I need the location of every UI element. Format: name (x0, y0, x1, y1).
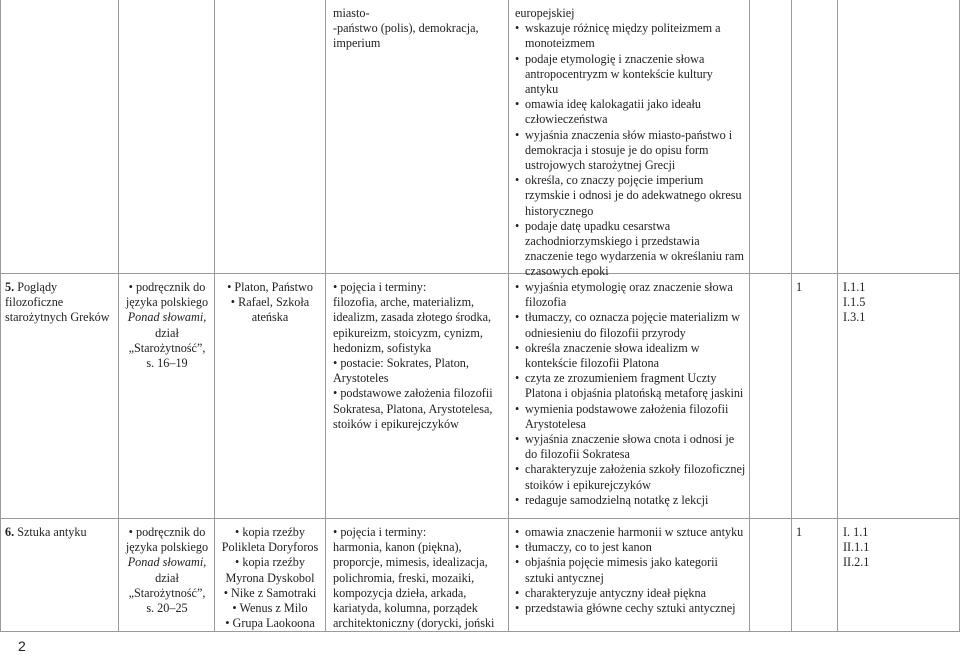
list-item: • przedstawia główne cechy sztuki antycznej (515, 601, 736, 616)
lesson-title-cell (5, 280, 116, 326)
list-item: • wyjaśnia znaczenie słowa cnota i odnosi je do filozofii Sokratesa (515, 432, 735, 462)
list-item: • Grupa Laokoona (225, 616, 315, 631)
table-border (118, 0, 119, 632)
list-item: • Platon, Państwo (227, 280, 313, 294)
materials-cell: • podręcznik do języka polskiego Ponad słowami, dział „Starożytność”, s. 16‒19 (125, 280, 209, 371)
objectives-cell (515, 525, 747, 616)
list-item: • wskazuje różnicę między politeizmem a monoteizmem (515, 21, 721, 51)
table-border (214, 0, 215, 632)
refs-cell: I.1.1 I.1.5 I.3.1 (843, 280, 866, 325)
hours-cell: 1 (796, 280, 803, 294)
list-item: • objaśnia pojęcie mimesis jako kategorii sztuki antycznej (515, 555, 718, 585)
list-item: • omawia ideę kalokagatii jako ideału człowieczeństwa (515, 97, 701, 127)
list-item: • czyta ze zrozumieniem fragment Uczty Platona i objaśnia platońską metaforę jaskini (515, 371, 744, 401)
list-item: • kopia rzeźby Myrona Dyskobol (225, 555, 315, 585)
table-border (508, 0, 509, 632)
table-border (837, 0, 838, 632)
objectives-cell (515, 280, 747, 508)
list-item: • Wenus z Milo (232, 601, 308, 616)
table-row-divider (0, 518, 960, 519)
materials-cell: • podręcznik do języka polskiego Ponad słowami, dział „Starożytność”, s. 20‒25 (125, 525, 209, 616)
lesson-title-cell (5, 525, 116, 540)
terms-cell: • pojęcia i terminy: filozofia, arche, materializm, idealizm, zasada złotego środka, epikureizm, stoicyzm, cynizm, hedonizm, sofistyka • postacie: Sokrates, Platon, Arystoteles • podstawowe założenia filozofii Sokratesa, Platona, Arystotelesa, stoików i epikurejczyków (333, 280, 493, 431)
list-item: • omawia znaczenie harmonii w sztuce antyku (515, 525, 744, 539)
table-row-divider (0, 273, 960, 274)
list-item: • redaguje samodzielną notatkę z lekcji (515, 492, 709, 507)
list-item: • Nike z Samotraki (223, 585, 317, 600)
lesson-title: Poglądy filozoficzne starożytnych Greków (5, 280, 110, 325)
table-border (325, 0, 326, 632)
objectives-cell (515, 6, 747, 280)
table-border (749, 0, 750, 632)
texts-cell (218, 280, 322, 326)
list-item: • podaje etymologię i znaczenie słowa antropocentryzm w kontekście kultury antyku (515, 51, 713, 97)
refs-cell: I. 1.1 II.1.1 II.2.1 (843, 525, 870, 570)
table-border (791, 0, 792, 632)
list-item: • podaje datę upadku cesarstwa zachodniorzymskiego i przedstawia znaczenie tego wydarzenia w określaniu ram czasowych epoki (515, 218, 744, 279)
list-item: • wyjaśnia znaczenia słów miasto-państwo i demokracja i stosuje je do opisu form ustrojowych starożytnej Grecji (515, 127, 733, 173)
lesson-number: 6. (5, 525, 15, 539)
hours-cell: 1 (796, 525, 803, 539)
list-item: • tłumaczy, co oznacza pojęcie materializm w odniesieniu do filozofii przyrody (515, 310, 741, 340)
list-item: • charakteryzuje antyczny ideał piękna (515, 585, 707, 600)
list-item: • wymienia podstawowe założenia filozofii Arystotelesa (515, 401, 729, 431)
lesson-title: Sztuka antyku (17, 525, 87, 539)
list-item: • charakteryzuje założenia szkoły filozoficznej stoików i epikurejczyków (515, 462, 746, 492)
page-number: 2 (18, 638, 26, 654)
list-item: • Rafael, Szkoła ateńska (230, 295, 310, 325)
objective-text: europejskiej (515, 6, 575, 20)
list-item: • określa, co znaczy pojęcie imperium rzymskie i odnosi je do adekwatnego okresu historycznego (515, 173, 742, 218)
list-item: • kopia rzeźby Polikleta Doryforos (221, 525, 319, 555)
terms-cell: • pojęcia i terminy: harmonia, kanon (piękna), proporcje, mimesis, idealizacja, polichromia, freski, mozaiki, kompozycja dzieła, arkada, kariatyda, kolumna, porządek architektoniczny (dorycki, joński (333, 525, 495, 631)
list-item: • tłumaczy, co to jest kanon (515, 540, 652, 555)
table-border (0, 0, 1, 632)
lesson-number: 5. (5, 280, 15, 294)
texts-cell (218, 525, 322, 631)
list-item: • określa znaczenie słowa idealizm w kontekście filozofii Platona (515, 340, 700, 371)
terms-cell: miasto- -państwo (polis), demokracja, imperium (333, 6, 479, 51)
list-item: • wyjaśnia etymologię oraz znaczenie słowa filozofia (515, 280, 733, 310)
